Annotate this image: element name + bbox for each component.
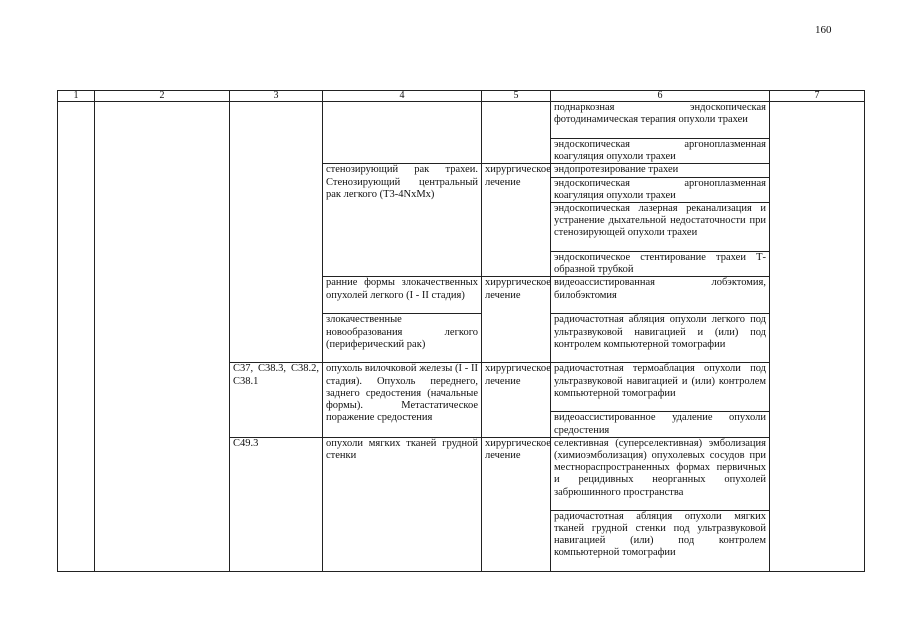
header-cell: 5 — [482, 91, 551, 102]
diagnosis-cell: опухоли мягких тканей грудной стенки — [323, 437, 482, 571]
document-table — [57, 90, 865, 572]
treatment-type-cell: хирургическое лечение — [482, 277, 551, 363]
header-cell: 1 — [58, 91, 95, 102]
code-cell: С49.3 — [230, 437, 323, 571]
col2-cell — [95, 102, 230, 572]
method-cell: видеоассистированное удаление опухоли средостения — [551, 412, 770, 437]
diagnosis-cell: опухоль вилочковой железы (I - II стадия). Опухоль переднего, заднего средостения (начальные формы). Метастатическое поражение средостения — [323, 363, 482, 437]
method-cell: эндопротезирование трахеи — [551, 164, 770, 177]
header-cell: 2 — [95, 91, 230, 102]
method-cell: селективная (суперселективная) эмболизация (химиоэмболизация) опухолевых сосудов при местнораспространенных формах первичных и рецидивных неорганных опухолей забрюшинного пространства — [551, 437, 770, 510]
treatment-type-cell: хирургическое лечение — [482, 437, 551, 571]
diagnosis-cell: стенозирующий рак трахеи. Стенозирующий центральный рак легкого (Т3-4NxMx) — [323, 164, 482, 277]
header-cell: 7 — [770, 91, 865, 102]
diagnosis-cell: злокачественные новообразования легкого (периферический рак) — [323, 314, 482, 363]
method-cell: эндоскопическое стентирование трахеи Т-образной трубкой — [551, 252, 770, 277]
header-cell: 3 — [230, 91, 323, 102]
page-number: 160 — [815, 24, 832, 36]
method-cell: эндоскопическая аргоноплазменная коагуляция опухоли трахеи — [551, 139, 770, 164]
method-cell: эндоскопическая аргоноплазменная коагуляция опухоли трахеи — [551, 177, 770, 202]
col1-cell — [58, 102, 95, 572]
method-cell: радиочастотная термоаблация опухоли под ультразвуковой навигацией и (или) контролем компьютерной томографии — [551, 363, 770, 412]
method-cell: радиочастотная абляция опухоли легкого под ультразвуковой навигацией и (или) под контролем компьютерной томографии — [551, 314, 770, 363]
method-cell: видеоассистированная лобэктомия, билобэктомия — [551, 277, 770, 314]
header-cell: 6 — [551, 91, 770, 102]
col5-cell — [482, 102, 551, 164]
method-cell: радиочастотная абляция опухоли мягких тканей грудной стенки под ультразвуковой навигацией (или) под контролем компьютерной томографии — [551, 510, 770, 571]
treatment-type-cell: хирургическое лечение — [482, 164, 551, 277]
header-cell: 4 — [323, 91, 482, 102]
diagnosis-cell: ранние формы злокачественных опухолей легкого (I - II стадия) — [323, 277, 482, 314]
method-cell: эндоскопическая лазерная реканализация и устранение дыхательной недостаточности при стенозирующей опухоли трахеи — [551, 203, 770, 252]
code-cell: С37, С38.3, С38.2, С38.1 — [230, 363, 323, 437]
header-row — [58, 91, 865, 102]
treatment-type-cell: хирургическое лечение — [482, 363, 551, 437]
table-row — [58, 102, 865, 139]
col4-cell — [323, 102, 482, 164]
col3-cell — [230, 102, 323, 363]
col7-cell — [770, 102, 865, 572]
method-cell: поднаркозная эндоскопическая фотодинамическая терапия опухоли трахеи — [551, 102, 770, 139]
